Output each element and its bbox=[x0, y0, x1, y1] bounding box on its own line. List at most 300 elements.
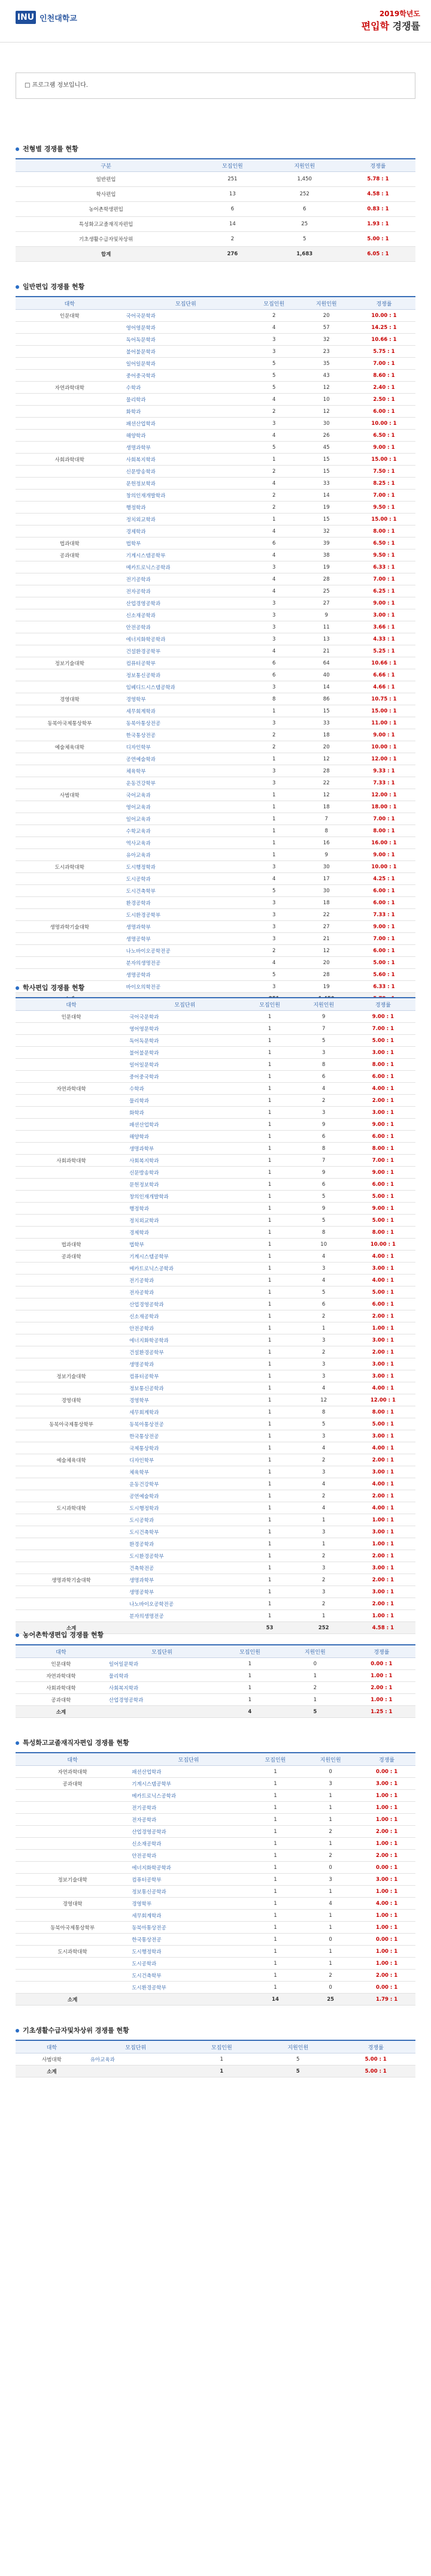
table-cell: 인문대학 bbox=[16, 1658, 107, 1670]
table-cell bbox=[16, 1838, 129, 1850]
table-cell: 5.75 : 1 bbox=[353, 346, 415, 358]
table-cell: 도시행정학과 bbox=[129, 1946, 248, 1958]
table-cell: 1 bbox=[242, 1406, 296, 1418]
table-cell: 6.25 : 1 bbox=[353, 585, 415, 597]
table-cell: 4 bbox=[248, 585, 301, 597]
table-cell: 행정학과 bbox=[124, 502, 248, 514]
table-cell: 도시공학과 bbox=[127, 1514, 242, 1526]
table-cell: 30 bbox=[300, 418, 353, 430]
table-cell: 2.00 : 1 bbox=[351, 1095, 415, 1107]
table-cell: 1.00 : 1 bbox=[351, 1610, 415, 1622]
table-cell: 4.00 : 1 bbox=[351, 1442, 415, 1454]
table-cell: 1 bbox=[303, 1814, 358, 1826]
table-row bbox=[16, 466, 415, 478]
table-cell: 1 bbox=[242, 1418, 296, 1430]
table-row bbox=[16, 1119, 415, 1131]
vocational-section bbox=[16, 1738, 415, 2006]
table-cell: 3 bbox=[303, 1874, 358, 1886]
table-cell: 1 bbox=[248, 813, 301, 825]
table-cell: 4.00 : 1 bbox=[351, 1275, 415, 1287]
table-cell: 7 bbox=[297, 1023, 351, 1035]
table-row bbox=[16, 490, 415, 502]
table-row bbox=[16, 514, 415, 526]
table-cell: 1 bbox=[248, 825, 301, 837]
table-cell: 인문대학 bbox=[16, 1011, 127, 1023]
table-cell: 8 bbox=[297, 1227, 351, 1239]
table-cell bbox=[16, 1850, 129, 1862]
table-cell: 5.00 : 1 bbox=[336, 2053, 416, 2065]
table-cell: 28 bbox=[300, 765, 353, 777]
table-cell: 법과대학 bbox=[16, 1239, 127, 1251]
table-cell: 2 bbox=[283, 1682, 348, 1694]
table-cell bbox=[16, 1275, 127, 1287]
total-row bbox=[16, 2065, 415, 2077]
table-cell: 세무회계학과 bbox=[129, 1910, 248, 1922]
table-cell: 3 bbox=[303, 1778, 358, 1790]
table-row bbox=[16, 1838, 415, 1850]
table-cell: 13 bbox=[196, 187, 268, 202]
table-cell: 3.66 : 1 bbox=[353, 621, 415, 633]
column-header: 경쟁률 bbox=[353, 297, 415, 310]
table-cell bbox=[16, 777, 124, 789]
table-cell: 공과대학 bbox=[16, 1694, 107, 1706]
column-header: 모집단위 bbox=[129, 1753, 248, 1766]
table-cell bbox=[16, 969, 124, 981]
total-cell: 소계 bbox=[16, 1706, 107, 1718]
table-cell: 물리학과 bbox=[124, 394, 248, 406]
table-cell: 동북아통상전공 bbox=[124, 717, 248, 729]
table-cell: 유아교육과 bbox=[88, 2053, 184, 2065]
table-cell: 1 bbox=[248, 705, 301, 717]
total-row bbox=[16, 247, 415, 262]
table-cell: 5.00 : 1 bbox=[351, 1215, 415, 1227]
table-cell: 40 bbox=[300, 669, 353, 681]
table-row bbox=[16, 526, 415, 537]
table-row bbox=[16, 1982, 415, 1994]
table-cell: 1 bbox=[248, 1922, 303, 1934]
table-cell: 사범대학 bbox=[16, 2053, 88, 2065]
table-cell: 30 bbox=[300, 861, 353, 873]
table-row bbox=[16, 1430, 415, 1442]
table-cell bbox=[16, 418, 124, 430]
table-cell: 9.50 : 1 bbox=[353, 549, 415, 561]
table-cell: 19 bbox=[300, 561, 353, 573]
table-cell: 1 bbox=[242, 1382, 296, 1394]
table-cell bbox=[16, 1886, 129, 1898]
table-cell bbox=[16, 442, 124, 454]
table-cell: 1 bbox=[217, 1658, 283, 1670]
table-cell: 15 bbox=[300, 454, 353, 466]
table-cell: 39 bbox=[300, 537, 353, 549]
table-cell: 3 bbox=[297, 1586, 351, 1598]
table-cell: 7 bbox=[297, 1155, 351, 1167]
table-row bbox=[16, 1370, 415, 1382]
table-cell: 예술체육대학 bbox=[16, 1454, 127, 1466]
table-cell: 33 bbox=[300, 717, 353, 729]
table-cell: 57 bbox=[300, 322, 353, 334]
table-cell: 동북아통상전공 bbox=[127, 1418, 242, 1430]
table-row bbox=[16, 1502, 415, 1514]
table-cell: 사회과학대학 bbox=[16, 454, 124, 466]
table-cell bbox=[16, 597, 124, 609]
table-cell: 9 bbox=[300, 849, 353, 861]
table-row bbox=[16, 1263, 415, 1275]
table-cell: 2.40 : 1 bbox=[353, 382, 415, 394]
table-cell: 3 bbox=[297, 1263, 351, 1275]
table-row bbox=[16, 217, 415, 232]
table-cell: 4.00 : 1 bbox=[351, 1083, 415, 1095]
table-row bbox=[16, 873, 415, 885]
total-row bbox=[16, 1706, 415, 1718]
table-cell: 1 bbox=[242, 1478, 296, 1490]
table-cell: 8.60 : 1 bbox=[353, 370, 415, 382]
table-cell: 4 bbox=[248, 873, 301, 885]
table-cell: 1 bbox=[242, 1502, 296, 1514]
table-cell bbox=[16, 370, 124, 382]
table-cell bbox=[16, 573, 124, 585]
summary-section bbox=[16, 144, 415, 262]
table-cell: 독어독문학과 bbox=[127, 1035, 242, 1047]
table-cell: 공연예술학과 bbox=[127, 1490, 242, 1502]
table-row bbox=[16, 1826, 415, 1838]
table-cell: 2 bbox=[303, 1970, 358, 1982]
table-cell: 기계시스템공학부 bbox=[124, 549, 248, 561]
table-cell: 1 bbox=[242, 1538, 296, 1550]
table-cell bbox=[16, 526, 124, 537]
table-cell: 3.00 : 1 bbox=[351, 1586, 415, 1598]
table-cell: 사범대학 bbox=[16, 789, 124, 801]
table-cell: 3 bbox=[297, 1047, 351, 1059]
table-cell: 도시과학대학 bbox=[16, 861, 124, 873]
table-cell: 패션산업학과 bbox=[124, 418, 248, 430]
rural-section bbox=[16, 1630, 415, 1718]
table-row bbox=[16, 454, 415, 466]
table-cell bbox=[16, 502, 124, 514]
total-cell: 5 bbox=[260, 2065, 336, 2077]
table-cell: 22 bbox=[300, 777, 353, 789]
table-cell: 6 bbox=[248, 537, 301, 549]
table-cell: 3.00 : 1 bbox=[353, 609, 415, 621]
table-cell: 국어교육과 bbox=[124, 789, 248, 801]
table-cell: 28 bbox=[300, 969, 353, 981]
table-cell: 6 bbox=[196, 202, 268, 217]
table-cell: 1.00 : 1 bbox=[358, 1790, 415, 1802]
table-cell: 신문방송학과 bbox=[127, 1167, 242, 1179]
table-cell: 영어교육과 bbox=[124, 801, 248, 813]
heading-main: 편입학 bbox=[361, 20, 390, 32]
table-cell: 28 bbox=[300, 573, 353, 585]
table-cell: 6.00 : 1 bbox=[351, 1131, 415, 1143]
table-cell: 32 bbox=[300, 334, 353, 346]
table-row bbox=[16, 1658, 415, 1670]
table-cell: 한국통상전공 bbox=[127, 1430, 242, 1442]
table-cell: 3 bbox=[248, 765, 301, 777]
table-cell: 1.00 : 1 bbox=[351, 1538, 415, 1550]
table-cell: 5.60 : 1 bbox=[353, 969, 415, 981]
table-cell: 3.00 : 1 bbox=[351, 1370, 415, 1382]
table-cell bbox=[16, 897, 124, 909]
table-cell: 1 bbox=[303, 1946, 358, 1958]
basic-section bbox=[16, 2025, 415, 2077]
table-cell bbox=[16, 1358, 127, 1370]
table-cell: 18 bbox=[300, 729, 353, 741]
table-cell: 1 bbox=[242, 1131, 296, 1143]
table-cell: 1 bbox=[248, 1814, 303, 1826]
table-row bbox=[16, 418, 415, 430]
table-cell: 3.00 : 1 bbox=[351, 1334, 415, 1346]
table-row bbox=[16, 1203, 415, 1215]
table-cell: 생명공학과 bbox=[124, 969, 248, 981]
table-cell bbox=[16, 1131, 127, 1143]
table-cell: 문헌정보학과 bbox=[124, 478, 248, 490]
table-cell: 신소재공학과 bbox=[124, 609, 248, 621]
table-cell: 5 bbox=[297, 1215, 351, 1227]
table-cell: 도시공학과 bbox=[129, 1958, 248, 1970]
column-header: 모집인원 bbox=[196, 159, 268, 172]
table-cell: 18 bbox=[300, 801, 353, 813]
table-cell: 18.00 : 1 bbox=[353, 801, 415, 813]
table-cell bbox=[16, 1298, 127, 1310]
table-cell: 한국통상전공 bbox=[129, 1934, 248, 1946]
table-cell: 7.00 : 1 bbox=[353, 813, 415, 825]
table-cell: 12.00 : 1 bbox=[353, 789, 415, 801]
table-row bbox=[16, 537, 415, 549]
table-cell: 1.00 : 1 bbox=[358, 1802, 415, 1814]
table-cell: 2 bbox=[297, 1598, 351, 1610]
table-cell: 252 bbox=[269, 187, 341, 202]
table-cell: 2.50 : 1 bbox=[353, 394, 415, 406]
table-cell: 2 bbox=[297, 1095, 351, 1107]
table-cell: 전자공학과 bbox=[129, 1814, 248, 1826]
university-logo[interactable] bbox=[16, 11, 77, 24]
heading-sub: 경쟁률 bbox=[392, 20, 420, 32]
table-cell: 에너지화학공학과 bbox=[129, 1862, 248, 1874]
column-header: 지원인원 bbox=[283, 1645, 348, 1658]
column-header: 모집단위 bbox=[88, 2040, 184, 2053]
table-cell: 1 bbox=[248, 1862, 303, 1874]
table-cell: 정보통신공학과 bbox=[129, 1886, 248, 1898]
table-cell: 10.00 : 1 bbox=[353, 861, 415, 873]
table-cell: 1 bbox=[242, 1083, 296, 1095]
table-cell: 도시환경공학부 bbox=[127, 1550, 242, 1562]
table-cell: 경영학부 bbox=[129, 1898, 248, 1910]
table-cell: 7.00 : 1 bbox=[353, 573, 415, 585]
table-cell: 공과대학 bbox=[16, 549, 124, 561]
table-cell bbox=[16, 1466, 127, 1478]
table-cell bbox=[16, 394, 124, 406]
table-cell: 정보통신공학과 bbox=[124, 669, 248, 681]
table-cell: 10 bbox=[300, 394, 353, 406]
table-cell: 5 bbox=[248, 442, 301, 454]
basic-title: 기초생활수급자및차상위 경쟁률 현황 bbox=[16, 2025, 415, 2035]
table-cell: 4 bbox=[248, 573, 301, 585]
table-row bbox=[16, 442, 415, 454]
table-cell: 4 bbox=[248, 478, 301, 490]
table-row bbox=[16, 1586, 415, 1598]
table-cell: 7.00 : 1 bbox=[351, 1023, 415, 1035]
table-row bbox=[16, 394, 415, 406]
logo-mark: INU bbox=[16, 11, 36, 24]
table-row bbox=[16, 1478, 415, 1490]
table-cell: 5 bbox=[260, 2053, 336, 2065]
table-cell: 생명과학부 bbox=[127, 1574, 242, 1586]
table-row bbox=[16, 478, 415, 490]
table-cell: 2 bbox=[297, 1490, 351, 1502]
table-cell: 1 bbox=[242, 1107, 296, 1119]
table-cell bbox=[16, 837, 124, 849]
table-cell: 86 bbox=[300, 693, 353, 705]
table-cell bbox=[16, 346, 124, 358]
table-cell: 5 bbox=[269, 232, 341, 247]
table-cell bbox=[16, 633, 124, 645]
table-cell: 1 bbox=[242, 1490, 296, 1502]
table-cell: 1.00 : 1 bbox=[351, 1322, 415, 1334]
table-row bbox=[16, 561, 415, 573]
table-cell: 1 bbox=[242, 1574, 296, 1586]
table-cell: 일어일문학과 bbox=[127, 1059, 242, 1071]
table-cell: 9.00 : 1 bbox=[353, 729, 415, 741]
table-row bbox=[16, 1047, 415, 1059]
table-cell: 4.00 : 1 bbox=[358, 1898, 415, 1910]
table-cell: 9.00 : 1 bbox=[353, 597, 415, 609]
table-row bbox=[16, 945, 415, 957]
table-cell: 1 bbox=[242, 1562, 296, 1574]
table-cell bbox=[16, 753, 124, 765]
table-cell: 1 bbox=[242, 1251, 296, 1263]
table-cell: 문헌정보학과 bbox=[127, 1179, 242, 1191]
table-row bbox=[16, 1298, 415, 1310]
table-cell: 1 bbox=[242, 1550, 296, 1562]
bachelor-title: 학사편입 경쟁률 현황 bbox=[16, 983, 415, 992]
table-row bbox=[16, 753, 415, 765]
table-cell: 0.00 : 1 bbox=[358, 1934, 415, 1946]
table-row bbox=[16, 1694, 415, 1706]
table-cell: 3 bbox=[248, 777, 301, 789]
table-cell: 2 bbox=[248, 406, 301, 418]
table-cell: 임베디드시스템공학과 bbox=[124, 681, 248, 693]
table-cell: 정보기술대학 bbox=[16, 1370, 127, 1382]
bachelor-table bbox=[16, 997, 415, 1634]
table-cell: 신소재공학과 bbox=[127, 1310, 242, 1322]
table-cell: 1 bbox=[248, 753, 301, 765]
table-cell: 12 bbox=[300, 406, 353, 418]
table-row bbox=[16, 1059, 415, 1071]
table-cell: 2 bbox=[297, 1346, 351, 1358]
table-cell: 1 bbox=[242, 1179, 296, 1191]
table-cell: 불어불문학과 bbox=[127, 1047, 242, 1059]
table-cell: 1 bbox=[248, 1982, 303, 1994]
table-cell: 3.00 : 1 bbox=[358, 1874, 415, 1886]
table-row bbox=[16, 370, 415, 382]
table-row bbox=[16, 1850, 415, 1862]
table-cell: 8.00 : 1 bbox=[353, 825, 415, 837]
table-cell: 25 bbox=[269, 217, 341, 232]
table-cell: 1 bbox=[248, 837, 301, 849]
table-row bbox=[16, 921, 415, 933]
table-cell: 3 bbox=[248, 861, 301, 873]
table-cell: 1 bbox=[297, 1538, 351, 1550]
table-cell bbox=[16, 334, 124, 346]
table-cell: 전자공학과 bbox=[127, 1287, 242, 1298]
table-cell: 바이오의학전공 bbox=[124, 981, 248, 993]
table-cell bbox=[16, 1167, 127, 1179]
table-row bbox=[16, 2053, 415, 2065]
table-cell: 1 bbox=[248, 1826, 303, 1838]
table-cell: 43 bbox=[300, 370, 353, 382]
table-cell bbox=[16, 1802, 129, 1814]
table-cell: 7.00 : 1 bbox=[353, 933, 415, 945]
table-cell: 3 bbox=[297, 1358, 351, 1370]
table-cell: 자연과학대학 bbox=[16, 382, 124, 394]
table-cell bbox=[16, 681, 124, 693]
table-cell: 1 bbox=[303, 1790, 358, 1802]
table-cell: 체육학부 bbox=[127, 1466, 242, 1478]
table-cell: 21 bbox=[300, 933, 353, 945]
table-cell: 경영대학 bbox=[16, 693, 124, 705]
table-row bbox=[16, 957, 415, 969]
table-cell: 3 bbox=[248, 346, 301, 358]
table-cell: 6 bbox=[248, 669, 301, 681]
table-cell: 분자의생명전공 bbox=[127, 1610, 242, 1622]
table-row bbox=[16, 430, 415, 442]
table-cell: 1 bbox=[248, 1958, 303, 1970]
table-cell: 메카트로닉스공학과 bbox=[127, 1263, 242, 1275]
table-cell bbox=[16, 1970, 129, 1982]
table-cell bbox=[16, 1143, 127, 1155]
table-cell: 1 bbox=[242, 1227, 296, 1239]
table-cell: 15 bbox=[300, 705, 353, 717]
table-row bbox=[16, 1574, 415, 1586]
total-cell: 4.58 : 1 bbox=[351, 1622, 415, 1634]
rural-table bbox=[16, 1644, 415, 1718]
total-cell: 14 bbox=[248, 1994, 303, 2006]
table-row bbox=[16, 1179, 415, 1191]
table-cell: 15.00 : 1 bbox=[353, 454, 415, 466]
table-cell: 역사교육과 bbox=[124, 837, 248, 849]
table-cell: 3 bbox=[248, 334, 301, 346]
table-cell: 4.58 : 1 bbox=[341, 187, 415, 202]
table-cell bbox=[16, 561, 124, 573]
table-row bbox=[16, 1958, 415, 1970]
table-cell: 33 bbox=[300, 478, 353, 490]
total-cell: 53 bbox=[242, 1622, 296, 1634]
table-cell: 9 bbox=[297, 1119, 351, 1131]
table-cell bbox=[16, 478, 124, 490]
table-cell: 6.00 : 1 bbox=[353, 885, 415, 897]
table-cell: 1 bbox=[248, 789, 301, 801]
table-cell: 3.00 : 1 bbox=[351, 1107, 415, 1119]
table-cell: 1 bbox=[283, 1694, 348, 1706]
table-cell: 나노바이오공학전공 bbox=[124, 945, 248, 957]
table-cell: 5.00 : 1 bbox=[353, 957, 415, 969]
table-row bbox=[16, 1011, 415, 1023]
table-cell: 3 bbox=[297, 1370, 351, 1382]
table-cell: 운동건강학부 bbox=[127, 1478, 242, 1490]
table-cell: 1 bbox=[242, 1275, 296, 1287]
table-cell bbox=[16, 729, 124, 741]
header-row bbox=[16, 998, 415, 1011]
table-row bbox=[16, 1898, 415, 1910]
table-cell: 19 bbox=[300, 981, 353, 993]
column-header: 모집단위 bbox=[107, 1645, 217, 1658]
table-cell: 9.00 : 1 bbox=[351, 1011, 415, 1023]
table-cell: 운동건강학부 bbox=[124, 777, 248, 789]
table-row bbox=[16, 1862, 415, 1874]
table-cell: 7.00 : 1 bbox=[351, 1155, 415, 1167]
table-cell: 4.33 : 1 bbox=[353, 633, 415, 645]
table-cell: 정보기술대학 bbox=[16, 1874, 129, 1886]
table-cell: 동북아국제통상학부 bbox=[16, 1922, 129, 1934]
